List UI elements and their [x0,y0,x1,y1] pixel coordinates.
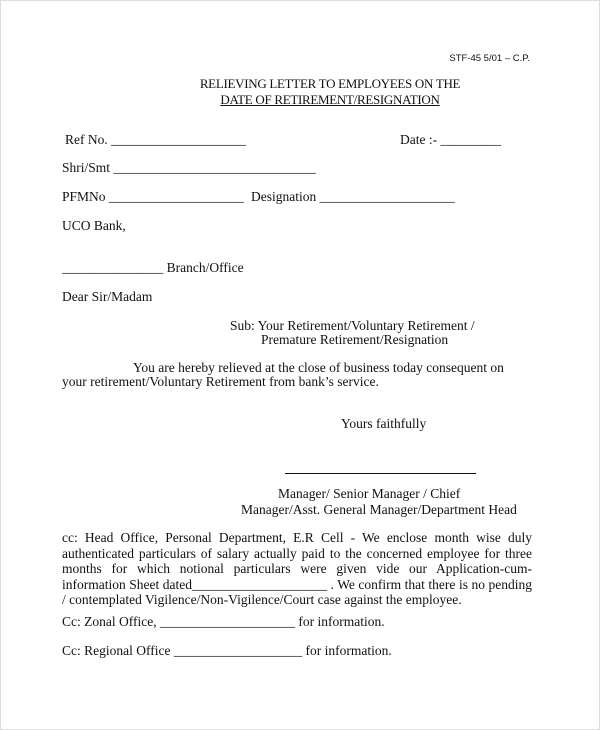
cc-zonal-office: Cc: Zonal Office, ____________________ for information. [62,614,385,629]
title-line-2 [0,92,600,108]
subject-line-1: Sub: Your Retirement/Voluntary Retirement / [230,318,475,333]
designation-field: Designation ____________________ [251,189,455,204]
signatory-line-2: Manager/Asst. General Manager/Department Head [241,502,517,517]
title-line-2-text: DATE OF RETIREMENT/RESIGNATION [220,92,440,107]
subject-line-2: Premature Retirement/Resignation [261,332,449,347]
title-line-1: RELIEVING LETTER TO EMPLOYEES ON THE [199,76,461,91]
bank-name: UCO Bank, [62,218,126,233]
form-code: STF-45 5/01 – C.P. [449,53,530,64]
shri-smt-field: Shri/Smt ______________________________ [62,160,316,175]
salutation: Dear Sir/Madam [62,289,153,304]
cc-head-office: cc: Head Office, Personal Department, E.R Cell - We enclose month wise duly authenticated particulars of salary actually paid to the concerned employee for three months for which notional particulars were given vide our Application-cum-information Sheet dated____________________ . We confirm that there is no pending / contemplated Vigilence/Non-Vigilence/Court case against the employee. [62,530,532,608]
pfm-no-field: PFMNo ____________________ [62,189,244,204]
cc-regional-office: Cc: Regional Office ___________________ for information. [62,643,392,658]
signature-line [285,473,476,474]
date-field: Date :- _________ [400,132,502,147]
body-line-2: your retirement/Voluntary Retirement from bank’s service. [62,374,379,389]
signatory-line-1: Manager/ Senior Manager / Chief [278,486,461,501]
ref-no-field: Ref No. ____________________ [65,132,247,147]
body-line-1: You are hereby relieved at the close of business today consequent on [133,360,504,375]
branch-field: _______________ Branch/Office [62,260,244,275]
closing: Yours faithfully [341,416,427,431]
